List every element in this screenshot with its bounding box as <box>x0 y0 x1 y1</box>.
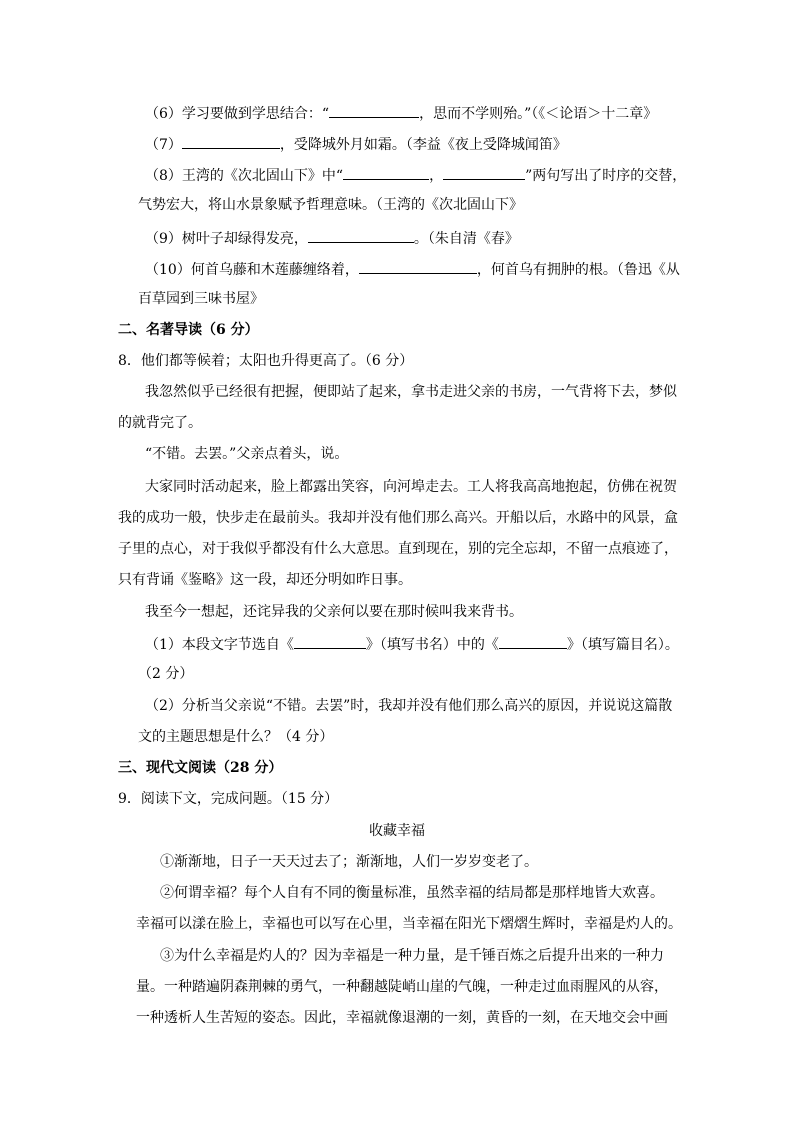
passage-line: “不错。去罢。”父亲点着头，说。 <box>145 446 349 462</box>
question-10-line1 <box>145 258 680 280</box>
question-8-reading: 8．他们都等候着；太阳也升得更高了。（6 分） <box>118 353 414 369</box>
passage-line: 子里的点心，对于我似乎都没有什么大意思。直到现在，别的完全忘却，不留一点痕迹了， <box>118 541 678 557</box>
section-2-heading: 二、名著导读（6 分） <box>118 322 259 338</box>
q7-answer-blank[interactable] <box>182 133 280 149</box>
q8-suffix: ”两句写出了时序的交替， <box>525 168 687 184</box>
sub-question-1 <box>145 633 679 655</box>
sub1-suffix: 》（填写篇目名）。 <box>566 637 679 653</box>
q10-suffix: ，何首乌有拥肿的根。（鲁迅《从 <box>476 262 680 278</box>
q6-prefix: （6）学习要做到学思结合：“ <box>145 106 330 122</box>
q8-answer-blank-1[interactable] <box>343 164 429 180</box>
q6-suffix: ，思而不学则殆。”（《＜论语＞十二章》 <box>419 106 658 122</box>
sub-question-1-score: （2 分） <box>138 666 194 682</box>
q7-suffix: ，受降城外月如霜。（李益《夜上受降城闻笛》 <box>279 137 567 153</box>
q8-answer-blank-2[interactable] <box>443 164 525 180</box>
passage-line: 的就背完了。 <box>118 415 202 431</box>
question-8-line1 <box>145 164 686 186</box>
article-paragraph-line: ①渐渐地，日子一天天过去了；渐渐地，人们一岁岁变老了。 <box>160 854 538 870</box>
q9-suffix: 。（朱自清《春》 <box>413 231 519 247</box>
passage-line: 只有背诵《鉴略》这一段，却还分明如昨日事。 <box>118 572 412 588</box>
passage-line: 我忽然似乎已经很有把握，便即站了起来，拿书走进父亲的书房，一气背将下去，梦似 <box>145 384 677 400</box>
passage-line: 大家同时活动起来，脸上都露出笑容，向河埠走去。工人将我高高地抱起，仿佛在祝贺 <box>145 479 677 495</box>
q6-answer-blank[interactable] <box>329 102 419 118</box>
q8-prefix: （8）王湾的《次北固山下》中“ <box>145 168 344 184</box>
question-7 <box>145 133 567 155</box>
article-paragraph-line: 量。一种踏遍阴森荆棘的勇气，一种翻越陡峭山崖的气魄，一种走过血雨腥风的从容， <box>136 979 668 995</box>
sub-question-2-line2: 文的主题思想是什么？（4 分） <box>138 729 334 745</box>
question-9-reading: 9．阅读下文，完成问题。（15 分） <box>118 791 339 807</box>
article-paragraph-line: 一种透析人生苦短的姿态。因此，幸福就像退潮的一刻，黄昏的一刻，在天地交会中画 <box>136 1010 668 1026</box>
sub1-chapter-blank[interactable] <box>499 633 567 649</box>
passage-line: 我的成功一般，快步走在最前头。我却并没有他们那么高兴。开船以后，水路中的风景，盒 <box>118 510 678 526</box>
article-title: 收藏幸福 <box>369 823 425 839</box>
passage-line: 我至今一想起，还诧异我的父亲何以要在那时候叫我来背书。 <box>145 604 523 620</box>
q9-prefix: （9）树叶子却绿得发亮， <box>145 231 308 247</box>
question-8-line2: 气势宏大，将山水景象赋予哲理意味。（王湾的《次北固山下》 <box>138 197 523 213</box>
article-paragraph-line: ③为什么幸福是灼人的？因为幸福是一种力量，是千锤百炼之后提升出来的一种力 <box>160 948 664 964</box>
section-3-heading: 三、现代文阅读（28 分） <box>118 760 283 776</box>
article-paragraph-line: 幸福可以漾在脸上，幸福也可以写在心里，当幸福在阳光下熠熠生辉时，幸福是灼人的。 <box>136 916 682 932</box>
sub1-prefix: （1）本段文字节选自《 <box>145 637 294 653</box>
q8-comma: ， <box>429 168 444 184</box>
q7-prefix: （7） <box>145 137 182 153</box>
q10-prefix: （10）何首乌藤和木莲藤缠络着， <box>145 262 359 278</box>
article-paragraph-line: ②何谓幸福？每个人自有不同的衡量标准，虽然幸福的结局都是那样地皆大欢喜。 <box>160 885 664 901</box>
question-6 <box>145 102 657 124</box>
sub1-book-blank[interactable] <box>294 633 366 649</box>
question-10-line2: 百草园到三味书屋》 <box>138 291 264 307</box>
sub1-mid: 》（填写书名）中的《 <box>365 637 499 653</box>
sub-question-2-line1: （2）分析当父亲说“不错。去罢”时，我却并没有他们那么高兴的原因，并说说这篇散 <box>145 698 673 714</box>
q10-answer-blank[interactable] <box>359 258 477 274</box>
q9-answer-blank[interactable] <box>308 227 414 243</box>
question-9 <box>145 227 519 249</box>
